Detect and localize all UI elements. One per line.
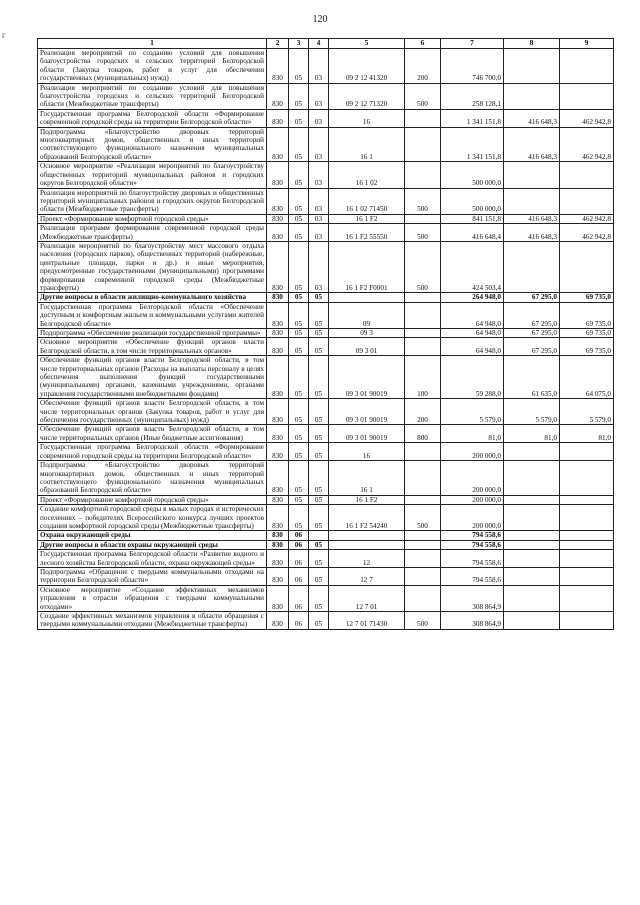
table-row <box>38 338 614 356</box>
code-subsection: 03 <box>309 214 329 223</box>
code-section: 05 <box>289 302 309 328</box>
code-expense-type: 100 <box>405 356 441 399</box>
row-name: Проект «Формирование комфортной городской среды» <box>38 495 267 504</box>
amount-year3 <box>560 540 614 549</box>
amount-year2 <box>504 612 560 630</box>
code-section: 05 <box>289 224 309 242</box>
code-section: 05 <box>289 214 309 223</box>
code-ministry: 830 <box>267 109 289 127</box>
code-expense-type <box>405 585 441 611</box>
amount-year2: 67 295,0 <box>504 302 560 328</box>
amount-year2: 67 295,0 <box>504 293 560 302</box>
amount-year2 <box>504 241 560 292</box>
code-section: 05 <box>289 505 309 531</box>
amount-year3 <box>560 162 614 188</box>
code-target-article: 12 <box>329 550 405 568</box>
row-name: Государственная программа Белгородской области «Развитие водного и лесного хозяйства Белгородской области, охрана окружающей среды» <box>38 550 267 568</box>
code-subsection: 05 <box>309 495 329 504</box>
table-row <box>38 461 614 496</box>
code-section: 05 <box>289 109 309 127</box>
code-target-article: 09 3 01 90019 <box>329 425 405 443</box>
code-ministry: 830 <box>267 224 289 242</box>
amount-year2: 67 295,0 <box>504 338 560 356</box>
code-expense-type: 800 <box>405 425 441 443</box>
amount-year1: 794 558,6 <box>441 567 504 585</box>
code-section: 06 <box>289 567 309 585</box>
code-section: 06 <box>289 531 309 540</box>
column-header: 2 <box>267 39 289 49</box>
corner-mark: г <box>2 30 6 40</box>
amount-year1: 200 000,0 <box>441 461 504 496</box>
code-ministry: 830 <box>267 425 289 443</box>
code-ministry: 830 <box>267 399 289 425</box>
code-target-article: 09 3 01 90019 <box>329 399 405 425</box>
table-header-row <box>38 39 614 49</box>
row-name: Основное мероприятие «Обеспечение функций органов власти Белгородской области, в том числе территориальных органов» <box>38 338 267 356</box>
code-ministry: 830 <box>267 302 289 328</box>
code-target-article: 16 1 F2 <box>329 495 405 504</box>
code-target-article: 16 1 F2 54240 <box>329 505 405 531</box>
amount-year2 <box>504 505 560 531</box>
amount-year3: 5 579,0 <box>560 399 614 425</box>
code-section: 05 <box>289 495 309 504</box>
code-section: 05 <box>289 49 309 84</box>
row-name: Создание комфортной городской среды в малых городах и исторических поселениях – победителях Всероссийского конкурса лучших проектов создания комфортной городской среды (Межбюджетные трансферты) <box>38 505 267 531</box>
row-name: Подпрограмма «Обеспечение реализации государственной программы» <box>38 329 267 338</box>
amount-year3 <box>560 83 614 109</box>
code-target-article: 09 3 01 90019 <box>329 356 405 399</box>
table-row <box>38 127 614 162</box>
code-expense-type <box>405 461 441 496</box>
row-name: Реализация мероприятий по созданию условий для повышения благоустройства городских и сельских территорий Белгородской области (Закупка товаров, работ и услуг для обеспечения государственных (муниципальных) нужд) <box>38 49 267 84</box>
row-name: Другие вопросы в области жилищно-коммунального хозяйства <box>38 293 267 302</box>
code-target-article <box>329 531 405 540</box>
code-ministry: 830 <box>267 531 289 540</box>
amount-year3: 462 942,8 <box>560 127 614 162</box>
row-name: Реализация мероприятий по благоустройству дворовых и общественных территорий муниципальных районов и городских округов Белгородской области (Межбюджетные трансферты) <box>38 188 267 214</box>
code-subsection: 05 <box>309 540 329 549</box>
table-row <box>38 302 614 328</box>
code-subsection: 03 <box>309 83 329 109</box>
code-expense-type <box>405 495 441 504</box>
amount-year2 <box>504 461 560 496</box>
code-ministry: 830 <box>267 241 289 292</box>
code-ministry: 830 <box>267 540 289 549</box>
code-ministry: 830 <box>267 83 289 109</box>
amount-year1: 264 948,0 <box>441 293 504 302</box>
amount-year3 <box>560 567 614 585</box>
code-subsection: 05 <box>309 612 329 630</box>
row-name: Охрана окружающей среды <box>38 531 267 540</box>
code-section: 05 <box>289 443 309 461</box>
column-header: 9 <box>560 39 614 49</box>
code-expense-type <box>405 338 441 356</box>
code-expense-type <box>405 329 441 338</box>
budget-table <box>37 38 614 630</box>
code-expense-type: 500 <box>405 241 441 292</box>
code-target-article: 12 7 <box>329 567 405 585</box>
code-subsection: 03 <box>309 109 329 127</box>
amount-year1: 1 341 151,8 <box>441 109 504 127</box>
code-ministry: 830 <box>267 293 289 302</box>
code-expense-type: 500 <box>405 612 441 630</box>
amount-year3 <box>560 505 614 531</box>
amount-year2 <box>504 443 560 461</box>
code-section: 05 <box>289 329 309 338</box>
code-subsection: 03 <box>309 127 329 162</box>
code-expense-type <box>405 540 441 549</box>
code-subsection: 03 <box>309 188 329 214</box>
code-expense-type: 200 <box>405 49 441 84</box>
amount-year3: 462 942,8 <box>560 224 614 242</box>
amount-year1: 1 341 151,8 <box>441 127 504 162</box>
code-ministry: 830 <box>267 567 289 585</box>
amount-year1: 500 000,0 <box>441 162 504 188</box>
code-subsection <box>309 531 329 540</box>
code-subsection: 05 <box>309 356 329 399</box>
amount-year1: 424 503,4 <box>441 241 504 292</box>
row-name: Обеспечение функций органов власти Белгородской области, в том числе территориальных органов (Закупка товаров, работ и услуг для обеспечения государственных (муниципальных) нужд) <box>38 399 267 425</box>
column-header: 6 <box>405 39 441 49</box>
amount-year3: 69 735,0 <box>560 293 614 302</box>
column-header: 4 <box>309 39 329 49</box>
table-row <box>38 109 614 127</box>
code-subsection: 03 <box>309 49 329 84</box>
amount-year3 <box>560 49 614 84</box>
table-row <box>38 224 614 242</box>
amount-year3 <box>560 443 614 461</box>
amount-year2: 416 648,3 <box>504 127 560 162</box>
code-expense-type <box>405 214 441 223</box>
code-section: 05 <box>289 162 309 188</box>
amount-year1: 308 864,9 <box>441 612 504 630</box>
code-ministry: 830 <box>267 585 289 611</box>
code-ministry: 830 <box>267 443 289 461</box>
amount-year1: 64 948,0 <box>441 302 504 328</box>
code-subsection: 05 <box>309 329 329 338</box>
amount-year3: 64 075,0 <box>560 356 614 399</box>
code-expense-type <box>405 443 441 461</box>
row-name: Реализация программ формирования современной городской среды (Межбюджетные трансферты) <box>38 224 267 242</box>
code-target-article: 16 1 <box>329 461 405 496</box>
row-name: Обеспечение функций органов власти Белгородской области, в том числе территориальных органов (Расходы на выплаты персоналу в целях обеспечения выполнения функций государственными (муниципальными) органами, казенными учреждениями, органами управления государственными внебюджетными фондами) <box>38 356 267 399</box>
code-subsection: 05 <box>309 550 329 568</box>
amount-year1: 64 948,0 <box>441 329 504 338</box>
code-target-article: 16 1 02 71450 <box>329 188 405 214</box>
table-row <box>38 83 614 109</box>
code-target-article: 12 7 01 <box>329 585 405 611</box>
column-header: 7 <box>441 39 504 49</box>
code-target-article: 16 1 02 <box>329 162 405 188</box>
amount-year3 <box>560 531 614 540</box>
table-row <box>38 443 614 461</box>
row-name: Государственная программа Белгородской области «Формирование современной городской среды на территории Белгородской области» <box>38 109 267 127</box>
amount-year2 <box>504 531 560 540</box>
code-target-article: 12 7 01 71430 <box>329 612 405 630</box>
amount-year1: 64 948,0 <box>441 338 504 356</box>
code-section: 05 <box>289 461 309 496</box>
code-section: 05 <box>289 338 309 356</box>
code-section: 05 <box>289 127 309 162</box>
code-target-article: 16 1 F2 55550 <box>329 224 405 242</box>
amount-year3 <box>560 461 614 496</box>
amount-year3: 462 942,8 <box>560 109 614 127</box>
code-target-article: 16 1 <box>329 127 405 162</box>
row-name: Государственная программа Белгородской области «Формирование современной городской среды на территории Белгородской области» <box>38 443 267 461</box>
amount-year1: 416 648,4 <box>441 224 504 242</box>
code-expense-type <box>405 109 441 127</box>
column-header: 1 <box>38 39 267 49</box>
code-ministry: 830 <box>267 612 289 630</box>
amount-year3: 81,0 <box>560 425 614 443</box>
table-row <box>38 505 614 531</box>
code-ministry: 830 <box>267 127 289 162</box>
code-target-article: 16 1 F2 <box>329 214 405 223</box>
column-header: 5 <box>329 39 405 49</box>
code-subsection: 05 <box>309 505 329 531</box>
code-expense-type: 500 <box>405 188 441 214</box>
row-name: Подпрограмма «Благоустройство дворовых территорий многоквартирных домов, общественных и иных территорий соответствующего функционального назначения муниципальных образований Белгородской области» <box>38 127 267 162</box>
table-row <box>38 214 614 223</box>
code-section: 06 <box>289 550 309 568</box>
code-ministry: 830 <box>267 49 289 84</box>
table-row <box>38 162 614 188</box>
amount-year1: 5 579,0 <box>441 399 504 425</box>
row-name: Проект «Формирование комфортной городской среды» <box>38 214 267 223</box>
amount-year3 <box>560 188 614 214</box>
code-expense-type <box>405 550 441 568</box>
code-subsection: 05 <box>309 338 329 356</box>
code-target-article: 09 3 01 <box>329 338 405 356</box>
code-ministry: 830 <box>267 356 289 399</box>
code-expense-type <box>405 162 441 188</box>
code-ministry: 830 <box>267 188 289 214</box>
code-target-article: 09 2 12 71320 <box>329 83 405 109</box>
code-section: 05 <box>289 188 309 214</box>
code-expense-type: 200 <box>405 399 441 425</box>
amount-year1: 746 700,0 <box>441 49 504 84</box>
amount-year1: 841 151,8 <box>441 214 504 223</box>
amount-year2 <box>504 49 560 84</box>
code-ministry: 830 <box>267 505 289 531</box>
code-section: 05 <box>289 241 309 292</box>
code-expense-type <box>405 567 441 585</box>
code-section: 05 <box>289 83 309 109</box>
amount-year2: 67 295,0 <box>504 329 560 338</box>
code-subsection: 03 <box>309 224 329 242</box>
code-section: 05 <box>289 356 309 399</box>
code-ministry: 830 <box>267 461 289 496</box>
amount-year2 <box>504 83 560 109</box>
row-name: Обеспечение функций органов власти Белгородской области, в том числе территориальных органов (Иные бюджетные ассигнования) <box>38 425 267 443</box>
row-name: Создание эффективных механизмов управления в области обращения с твердыми коммунальными отходами (Межбюджетные трансферты) <box>38 612 267 630</box>
amount-year2 <box>504 550 560 568</box>
amount-year1: 200 000,0 <box>441 443 504 461</box>
code-section: 05 <box>289 425 309 443</box>
code-section: 06 <box>289 612 309 630</box>
code-ministry: 830 <box>267 214 289 223</box>
table-row <box>38 356 614 399</box>
table-row <box>38 188 614 214</box>
amount-year1: 308 864,9 <box>441 585 504 611</box>
row-name: Другие вопросы в области охраны окружающей среды <box>38 540 267 549</box>
amount-year1: 258 128,1 <box>441 83 504 109</box>
code-subsection: 05 <box>309 443 329 461</box>
table-row <box>38 585 614 611</box>
amount-year2 <box>504 567 560 585</box>
amount-year3: 69 735,0 <box>560 338 614 356</box>
code-target-article: 16 1 F2 F0001 <box>329 241 405 292</box>
code-ministry: 830 <box>267 550 289 568</box>
code-expense-type <box>405 127 441 162</box>
amount-year1: 81,0 <box>441 425 504 443</box>
code-expense-type: 500 <box>405 83 441 109</box>
column-header: 3 <box>289 39 309 49</box>
code-expense-type <box>405 302 441 328</box>
code-ministry: 830 <box>267 495 289 504</box>
code-ministry: 830 <box>267 338 289 356</box>
code-target-article: 09 3 <box>329 329 405 338</box>
table-row <box>38 612 614 630</box>
code-target-article <box>329 293 405 302</box>
table-row <box>38 241 614 292</box>
code-subsection: 05 <box>309 425 329 443</box>
code-subsection: 05 <box>309 302 329 328</box>
amount-year3 <box>560 585 614 611</box>
amount-year1: 794 558,6 <box>441 540 504 549</box>
code-section: 06 <box>289 540 309 549</box>
row-name: Основное мероприятие «Создание эффективных механизмов управления в отрасли обращения с твердыми коммунальными отходами» <box>38 585 267 611</box>
amount-year2: 81,0 <box>504 425 560 443</box>
row-name: Реализация мероприятий по благоустройству мест массового отдыха населения (городских парков), общественных территорий (набережные, центральные площади, парки и др.) и иные мероприятия, предусмотренные государственными (муниципальными) программами формирования современной городской среды (Межбюджетные трансферты) <box>38 241 267 292</box>
amount-year1: 200 000,0 <box>441 505 504 531</box>
table-row <box>38 399 614 425</box>
amount-year2: 5 579,0 <box>504 399 560 425</box>
row-name: Подпрограмма «Благоустройство дворовых территорий многоквартирных домов, общественных и иных территорий соответствующего функционального назначения муниципальных образований Белгородской области» <box>38 461 267 496</box>
table-row <box>38 550 614 568</box>
table-row <box>38 531 614 540</box>
row-name: Государственная программа Белгородской области «Обеспечение доступным и комфортным жильем и коммунальными услугами жителей Белгородской области» <box>38 302 267 328</box>
code-target-article: 16 <box>329 109 405 127</box>
code-subsection: 03 <box>309 162 329 188</box>
code-section: 05 <box>289 399 309 425</box>
amount-year1: 59 288,0 <box>441 356 504 399</box>
amount-year3: 69 735,0 <box>560 302 614 328</box>
amount-year2: 416 648,3 <box>504 214 560 223</box>
table-row <box>38 293 614 302</box>
amount-year2 <box>504 540 560 549</box>
amount-year1: 500 000,0 <box>441 188 504 214</box>
code-section: 06 <box>289 585 309 611</box>
amount-year2: 416 648,3 <box>504 109 560 127</box>
code-subsection: 05 <box>309 567 329 585</box>
code-subsection: 05 <box>309 293 329 302</box>
row-name: Основное мероприятие «Реализация мероприятий по благоустройству общественных территорий муниципальных районов и городских округов Белгородской области» <box>38 162 267 188</box>
amount-year3 <box>560 550 614 568</box>
code-expense-type <box>405 293 441 302</box>
code-expense-type <box>405 531 441 540</box>
code-target-article: 16 <box>329 443 405 461</box>
code-subsection: 05 <box>309 461 329 496</box>
amount-year2: 416 648,3 <box>504 224 560 242</box>
amount-year2 <box>504 162 560 188</box>
row-name: Подпрограмма «Обращение с твердыми коммунальными отходами на территории Белгородской области» <box>38 567 267 585</box>
amount-year3: 462 942,8 <box>560 214 614 223</box>
code-subsection: 05 <box>309 399 329 425</box>
code-expense-type: 500 <box>405 505 441 531</box>
code-subsection: 03 <box>309 241 329 292</box>
amount-year1: 794 558,6 <box>441 531 504 540</box>
column-header: 8 <box>504 39 560 49</box>
amount-year1: 794 558,6 <box>441 550 504 568</box>
table-row <box>38 495 614 504</box>
code-subsection: 05 <box>309 585 329 611</box>
amount-year2: 61 635,0 <box>504 356 560 399</box>
amount-year3: 69 735,0 <box>560 329 614 338</box>
table-row <box>38 49 614 84</box>
amount-year1: 200 000,0 <box>441 495 504 504</box>
code-expense-type: 500 <box>405 224 441 242</box>
amount-year2 <box>504 585 560 611</box>
code-ministry: 830 <box>267 329 289 338</box>
amount-year2 <box>504 188 560 214</box>
table-row <box>38 540 614 549</box>
code-target-article: 09 <box>329 302 405 328</box>
page-number: 120 <box>312 14 328 25</box>
code-target-article: 09 2 12 41320 <box>329 49 405 84</box>
code-section: 05 <box>289 293 309 302</box>
code-target-article <box>329 540 405 549</box>
code-ministry: 830 <box>267 162 289 188</box>
amount-year3 <box>560 612 614 630</box>
table-row <box>38 425 614 443</box>
table-row <box>38 329 614 338</box>
amount-year3 <box>560 241 614 292</box>
amount-year3 <box>560 495 614 504</box>
row-name: Реализация мероприятий по созданию условий для повышения благоустройства городских и сельских территорий Белгородской области (Межбюджетные трансферты) <box>38 83 267 109</box>
table-row <box>38 567 614 585</box>
amount-year2 <box>504 495 560 504</box>
